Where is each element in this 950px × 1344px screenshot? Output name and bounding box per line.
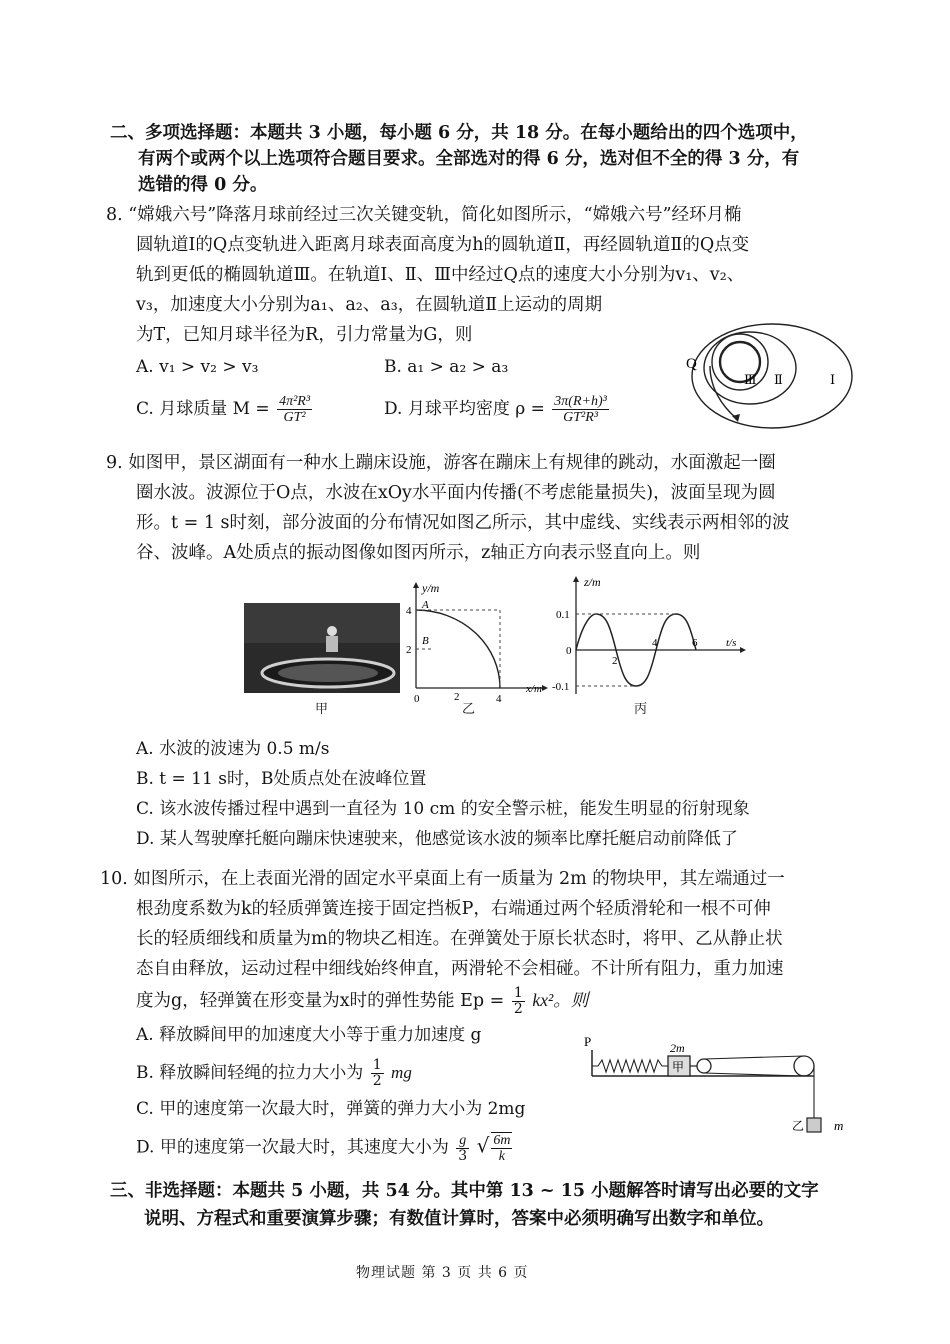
- label-orbit-1: Ⅰ: [830, 372, 836, 387]
- q8-option-a: A. v₁ > v₂ > v₃: [136, 357, 259, 377]
- q9-fig-bing-caption: 丙: [634, 702, 648, 717]
- label-m: m: [834, 1118, 844, 1133]
- t-tick-6: 6: [692, 637, 698, 649]
- q10-option-d-root-fraction: [491, 1132, 512, 1164]
- section3-line-1: 三、非选择题：本题共 5 小题，共 54 分。其中第 13 ~ 15 小题解答时请写出必要的文字: [110, 1181, 819, 1201]
- q8-option-d-denominator: GT²R³: [563, 410, 598, 425]
- q10-option-d-root-numerator: 6m: [493, 1133, 511, 1148]
- q8-line-4: v₃，加速度大小分别为a₁、a₂、a₃，在圆轨道Ⅱ上运动的周期: [136, 295, 603, 315]
- q8-option-d: [384, 394, 611, 425]
- label-2m: 2m: [670, 1041, 685, 1055]
- q9-line-4: 谷、波峰。A处质点的振动图像如图丙所示，z轴正方向表示竖直向上。则: [136, 543, 701, 563]
- q8-option-d-numerator: 3π(R+h)³: [554, 394, 607, 409]
- q10-option-b-numerator: 1: [372, 1057, 382, 1073]
- section2-line-1: 二、多项选择题：本题共 3 小题，每小题 6 分，共 18 分。在每小题给出的四个选项中，: [110, 123, 808, 143]
- q8-option-c: [136, 394, 314, 425]
- q9-option-d: D. 某人驾驶摩托艇向蹦床快速驶来，他感觉该水波的频率比摩托艇启动前降低了: [136, 829, 738, 849]
- q10-option-b-fraction: [371, 1058, 384, 1089]
- q8-option-b: B. a₁ > a₂ > a₃: [384, 357, 509, 377]
- q10-energy-denominator: 2: [513, 1001, 523, 1017]
- section2-line-2: 有两个或两个以上选项符合题目要求。全部选对的得 6 分，选对但不全的得 3 分，有: [138, 149, 800, 169]
- q10-spring-pulley-figure: [578, 1030, 858, 1144]
- q8-orbit-figure: [680, 318, 860, 438]
- t-tick-2: 2: [612, 655, 618, 667]
- sqrt-sign: √: [476, 1133, 490, 1158]
- q10-line-5-text: 度为g，轻弹簧在形变量为x时的弹性势能 Ep =: [136, 991, 505, 1011]
- point-b-label: B: [422, 635, 429, 647]
- q10-line-2: 根劲度系数为k的轻质弹簧连接于固定挡板P，右端通过两个轻质滑轮和一根不可伸: [136, 899, 771, 919]
- q9-fig-yi-caption: 乙: [462, 702, 476, 717]
- q10-option-d-root-denominator: k: [498, 1149, 505, 1164]
- q10-option-d: [136, 1132, 514, 1164]
- q10-option-b: [136, 1058, 412, 1089]
- label-q: Q: [686, 356, 697, 372]
- q8-option-d-fraction: [552, 394, 609, 425]
- q10-option-d-denominator: 3: [458, 1147, 468, 1164]
- page-footer: 物理试题 第 3 页 共 6 页: [356, 1265, 529, 1281]
- x-tick-2: 2: [454, 691, 460, 703]
- label-p: P: [584, 1034, 592, 1049]
- q8-line-2: 圆轨道Ⅰ的Q点变轨进入距离月球表面高度为h的圆轨道Ⅱ，再经圆轨道Ⅱ的Q点变: [136, 235, 750, 255]
- q10-energy-numerator: 1: [513, 985, 523, 1001]
- label-orbit-3: Ⅲ: [744, 372, 757, 387]
- y-tick-4: 4: [406, 605, 412, 617]
- t-axis-label: t/s: [726, 637, 737, 649]
- rope-upper: [704, 1056, 804, 1059]
- section2-line-3: 选错的得 0 分。: [138, 175, 268, 195]
- x-tick-0: 0: [414, 693, 420, 705]
- q10-line-5-suffix: kx²。则: [532, 990, 589, 1010]
- spring: [592, 1060, 668, 1072]
- q8-line-3: 轨到更低的椭圆轨道Ⅲ。在轨道Ⅰ、Ⅱ、Ⅲ中经过Q点的速度大小分别为v₁、v₂、: [136, 265, 745, 285]
- x-axis-label: x/m: [526, 683, 542, 695]
- q8-line-1: 8. “嫦娥六号”降落月球前经过三次关键变轨，简化如图所示，“嫦娥六号”经环月椭: [106, 205, 742, 225]
- q10-option-d-numerator: g: [456, 1133, 469, 1149]
- q9-line-2: 圈水波。波源位于O点，水波在xOy水平面内传播(不考虑能量损失)，波面呈现为圆: [136, 483, 776, 503]
- q9-wave-surface-figure: [402, 580, 550, 716]
- q10-option-d-text: D. 甲的速度第一次最大时，其速度大小为: [136, 1137, 449, 1158]
- z-axis-label: z/m: [584, 575, 601, 589]
- section3-line-2: 说明、方程式和重要演算步骤；有数值计算时，答案中必须明确写出数字和单位。: [144, 1209, 774, 1229]
- point-a-label: A: [422, 599, 429, 611]
- q10-option-b-suffix: mg: [391, 1063, 412, 1082]
- q9-fig-jia-caption: 甲: [315, 702, 329, 717]
- x-tick-4: 4: [496, 693, 502, 705]
- q10-line-4: 态自由释放，运动过程中细线始终伸直，两滑轮不会相碰。不计所有阻力，重力加速: [136, 959, 784, 979]
- label-yi: 乙: [792, 1119, 805, 1133]
- q10-line-3: 长的轻质细线和质量为m的物块乙相连。在弹簧处于原长状态时，将甲、乙从静止状: [136, 929, 783, 949]
- orbit-2-ellipse: [704, 332, 796, 404]
- q9-line-1: 9. 如图甲，景区湖面有一种水上蹦床设施，游客在蹦床上有规律的跳动，水面激起一圈: [106, 453, 776, 473]
- q10-option-b-denominator: 2: [372, 1073, 382, 1089]
- origin-label: 0: [566, 645, 572, 657]
- q10-option-c: C. 甲的速度第一次最大时，弹簧的弹力大小为 2mg: [136, 1099, 526, 1119]
- q9-vibration-graph: [550, 574, 750, 698]
- z-tick-pos: 0.1: [556, 609, 570, 621]
- q10-energy-fraction: [512, 986, 525, 1017]
- q10-line-1: 10. 如图所示，在上表面光滑的固定水平桌面上有一质量为 2m 的物块甲，其左端通过一: [100, 869, 785, 889]
- label-jia: 甲: [672, 1060, 685, 1074]
- q8-line-5: 为T，已知月球半径为R，引力常量为G，则: [136, 325, 473, 345]
- q10-option-b-text: B. 释放瞬间轻绳的拉力大小为: [136, 1063, 364, 1083]
- z-tick-neg: -0.1: [552, 681, 570, 693]
- y-tick-2: 2: [406, 644, 412, 656]
- y-axis-label: y/m: [422, 581, 440, 595]
- q9-option-b: B. t = 11 s时，B处质点处在波峰位置: [136, 769, 427, 789]
- q10-option-d-fraction: [456, 1133, 469, 1164]
- q8-option-c-text: C. 月球质量 M =: [136, 399, 270, 419]
- pulley-moving: [697, 1059, 711, 1073]
- q9-option-a: A. 水波的波速为 0.5 m/s: [136, 739, 330, 759]
- q8-option-d-text: D. 月球平均密度 ρ =: [384, 399, 545, 419]
- pulley-fixed: [794, 1056, 814, 1076]
- q9-line-3: 形。t = 1 s时刻，部分波面的分布情况如图乙所示，其中虚线、实线表示两相邻的波: [136, 513, 790, 533]
- t-tick-4: 4: [652, 637, 658, 649]
- q9-photo-jia: [244, 603, 400, 693]
- q9-option-c: C. 该水波传播过程中遇到一直径为 10 cm 的安全警示桩，能发生明显的衍射现象: [136, 799, 750, 819]
- q8-option-c-fraction: [277, 394, 312, 425]
- label-orbit-2: Ⅱ: [774, 372, 783, 387]
- q8-option-c-denominator: GT²: [283, 410, 306, 425]
- block-yi: [807, 1118, 821, 1132]
- q8-option-c-numerator: 4π²R³: [279, 394, 311, 409]
- q10-option-a: A. 释放瞬间甲的加速度大小等于重力加速度 g: [136, 1025, 482, 1045]
- q10-line-5: [136, 986, 588, 1017]
